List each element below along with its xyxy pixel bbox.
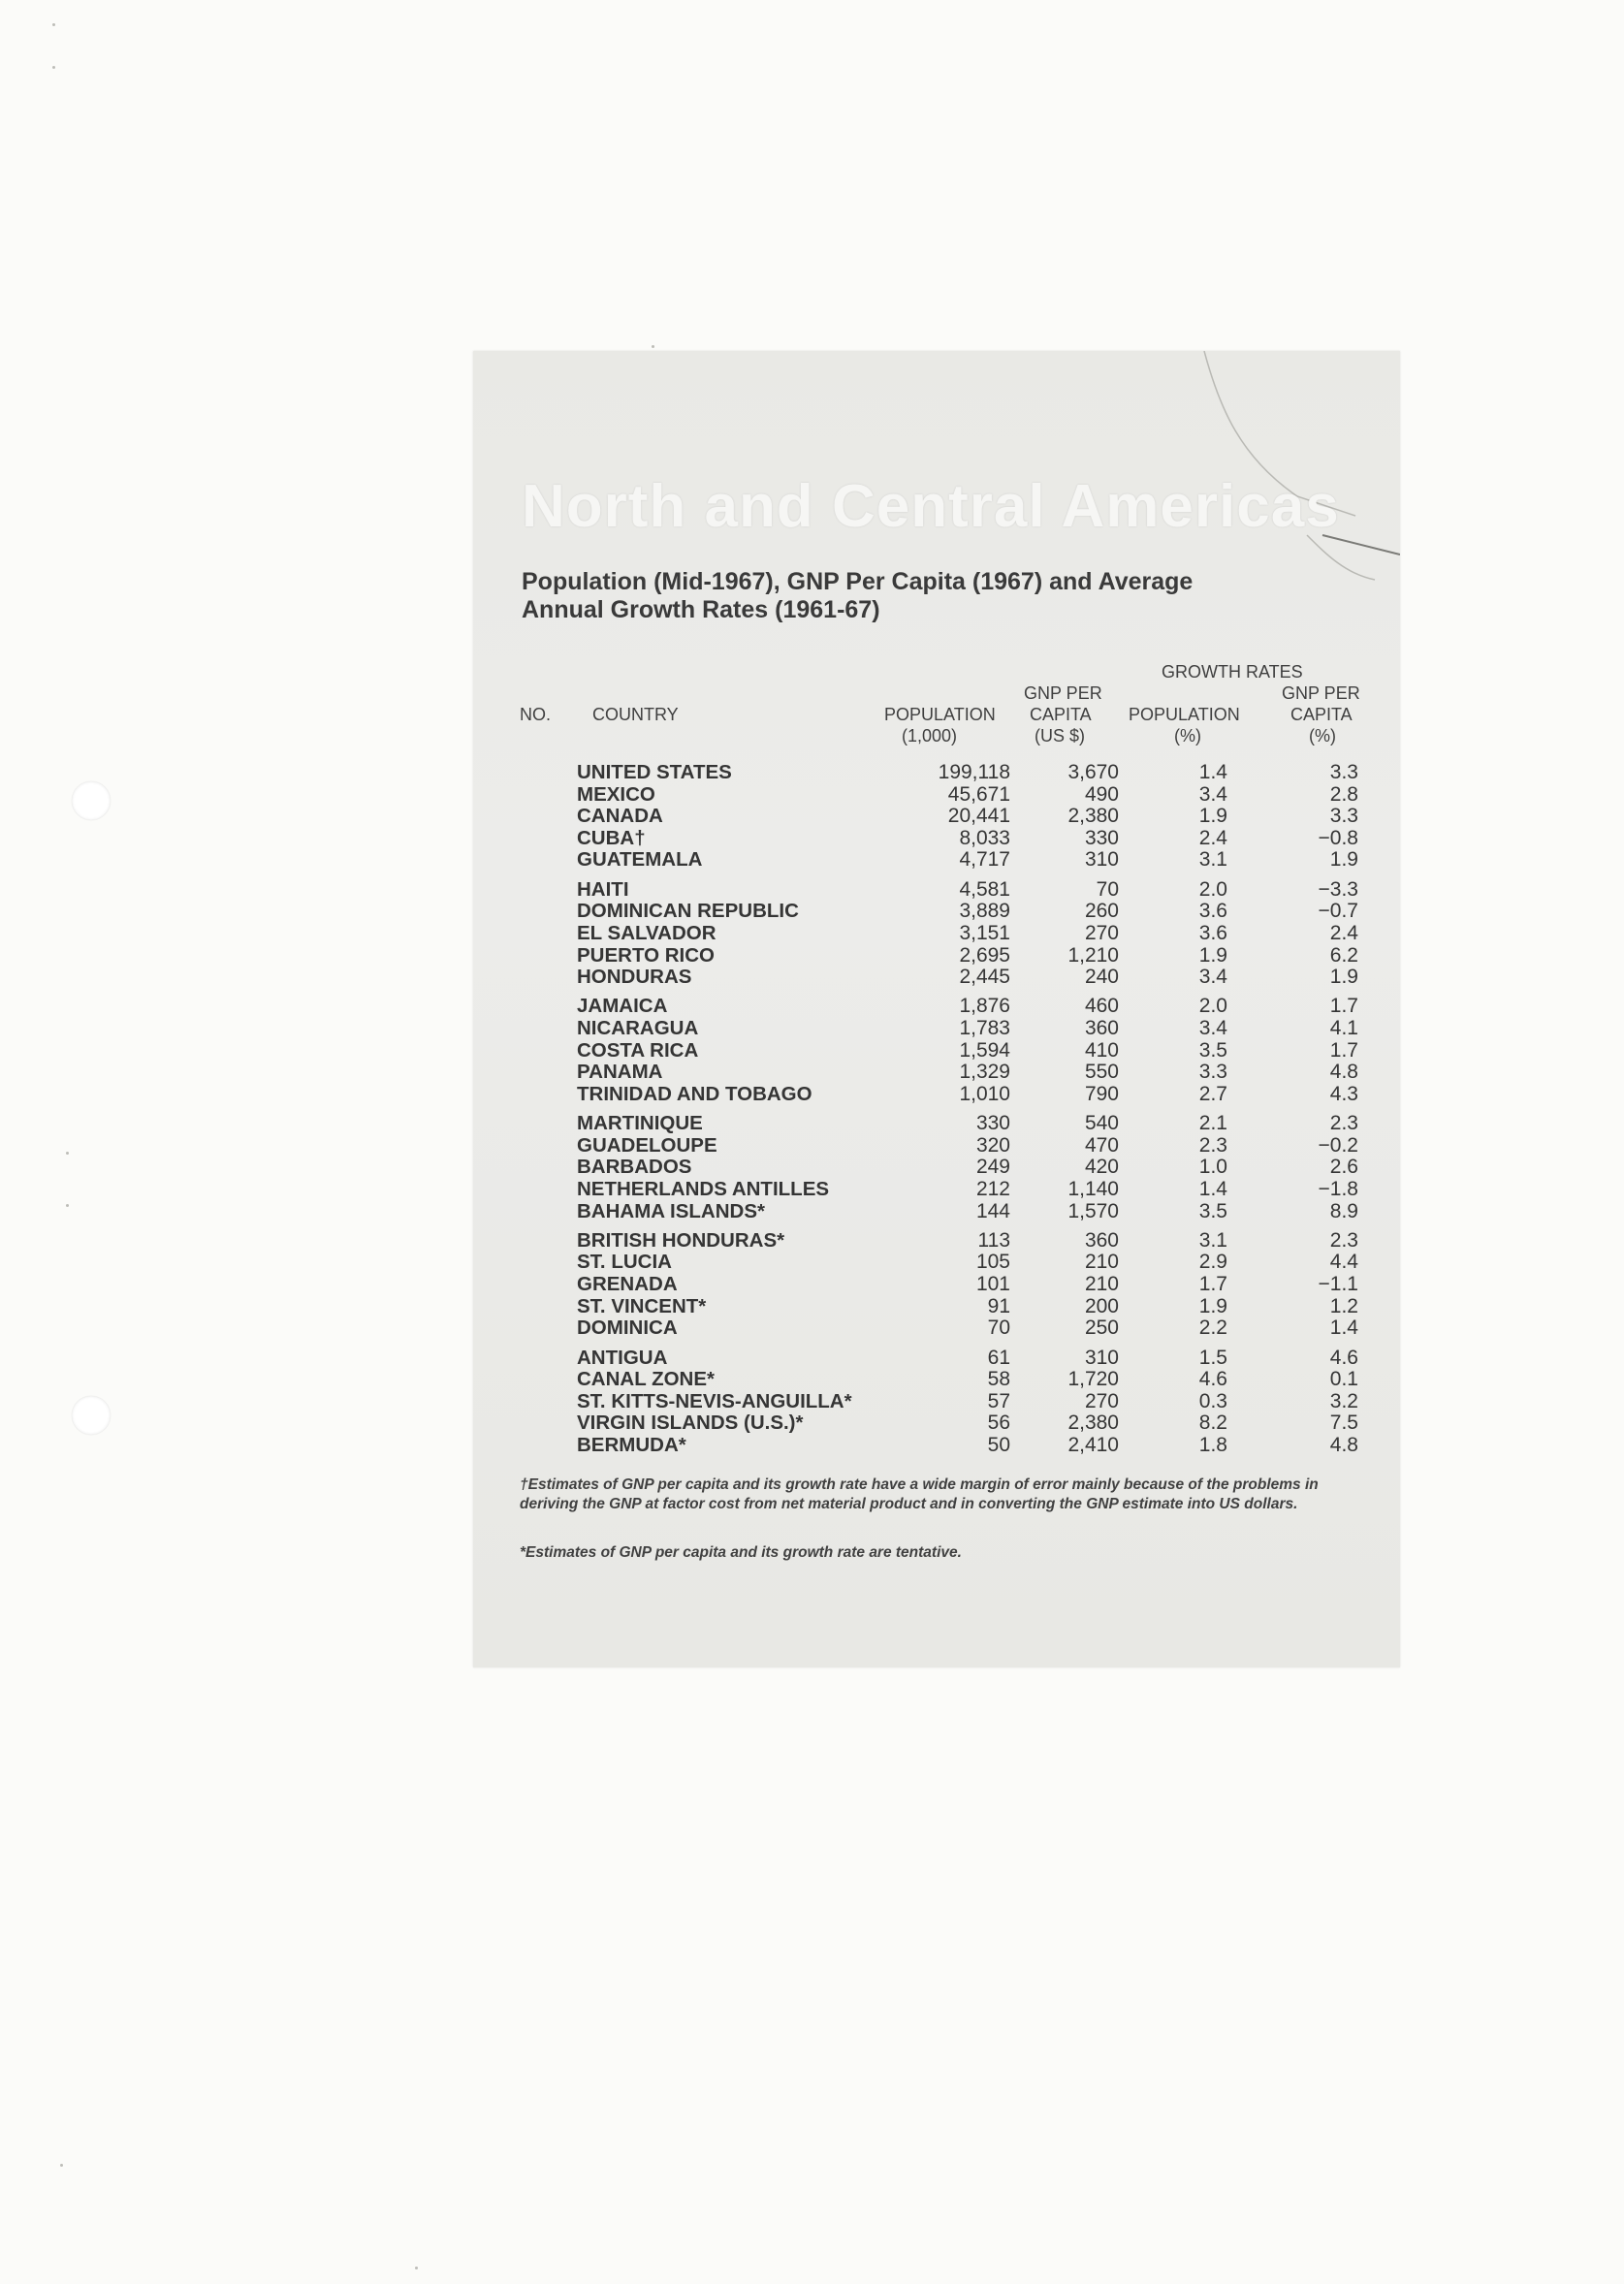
header-growth-gnp-capita: CAPITA	[1290, 705, 1353, 724]
gnp-per-capita-cell: 270	[1084, 1389, 1119, 1412]
growth-population-cell: 3.4	[1198, 1017, 1227, 1039]
country-cell: BERMUDA*	[577, 1433, 686, 1456]
population-cell: 3,151	[959, 921, 1010, 944]
growth-population-cell: 1.8	[1198, 1433, 1227, 1456]
gnp-per-capita-cell: 260	[1084, 900, 1119, 923]
speck	[415, 2267, 418, 2269]
table-row	[473, 1252, 1400, 1273]
growth-gnp-cell: −0.2	[1318, 1133, 1358, 1157]
growth-gnp-cell: −0.7	[1318, 900, 1358, 923]
country-cell: ST. VINCENT*	[577, 1294, 707, 1317]
gnp-per-capita-cell: 410	[1084, 1038, 1119, 1062]
table-row	[473, 1040, 1400, 1062]
country-cell: DOMINICA	[577, 1316, 678, 1340]
population-cell: 58	[987, 1368, 1010, 1391]
population-cell: 320	[975, 1133, 1010, 1157]
country-cell: UNITED STATES	[577, 761, 732, 783]
growth-gnp-cell: 1.4	[1329, 1316, 1358, 1340]
country-cell: GUATEMALA	[577, 848, 703, 872]
growth-gnp-cell: 3.2	[1329, 1389, 1358, 1412]
table-row	[473, 762, 1400, 783]
header-growth-rates: GROWTH RATES	[1162, 662, 1303, 682]
gnp-per-capita-cell: 360	[1084, 1228, 1119, 1252]
gnp-per-capita-cell: 310	[1084, 1346, 1119, 1369]
population-cell: 91	[987, 1294, 1010, 1317]
country-cell: BRITISH HONDURAS*	[577, 1228, 785, 1252]
header-population: POPULATION	[884, 705, 996, 724]
gnp-per-capita-cell: 1,570	[1067, 1199, 1119, 1222]
table-row	[473, 1201, 1400, 1222]
growth-gnp-cell: 4.1	[1329, 1017, 1358, 1039]
gnp-per-capita-cell: 70	[1096, 877, 1119, 901]
growth-population-cell: 3.5	[1198, 1199, 1227, 1222]
header-population-unit: (1,000)	[902, 726, 958, 745]
table-row	[473, 901, 1400, 922]
gnp-per-capita-cell: 210	[1084, 1273, 1119, 1295]
country-cell: BARBADOS	[577, 1156, 692, 1179]
country-cell: ANTIGUA	[577, 1346, 668, 1369]
growth-population-cell: 1.0	[1198, 1156, 1227, 1179]
population-cell: 50	[987, 1433, 1010, 1456]
punch-hole-bottom	[72, 1396, 111, 1435]
population-cell: 57	[987, 1389, 1010, 1412]
growth-population-cell: 4.6	[1198, 1368, 1227, 1391]
growth-gnp-cell: 4.6	[1329, 1346, 1358, 1369]
header-gnp-per: GNP PER	[1024, 683, 1102, 703]
growth-gnp-cell: −1.1	[1318, 1273, 1358, 1295]
population-cell: 56	[987, 1412, 1010, 1435]
population-cell: 1,010	[959, 1082, 1010, 1105]
table-row	[473, 1135, 1400, 1157]
header-gnp-capita: CAPITA	[1030, 705, 1092, 724]
country-cell: HONDURAS	[577, 966, 692, 989]
growth-gnp-cell: 4.8	[1329, 1061, 1358, 1084]
growth-population-cell: 3.3	[1198, 1061, 1227, 1084]
growth-population-cell: 2.1	[1198, 1112, 1227, 1135]
punch-hole-top	[72, 781, 111, 820]
table-row	[473, 849, 1400, 871]
growth-population-cell: 3.1	[1198, 848, 1227, 872]
population-cell: 1,876	[959, 995, 1010, 1018]
table-row	[473, 1157, 1400, 1178]
growth-population-cell: 8.2	[1198, 1412, 1227, 1435]
gnp-per-capita-cell: 200	[1084, 1294, 1119, 1317]
growth-gnp-cell: 6.2	[1329, 943, 1358, 967]
header-gnp-unit: (US $)	[1035, 726, 1086, 745]
growth-population-cell: 2.3	[1198, 1133, 1227, 1157]
country-cell: HAITI	[577, 877, 629, 901]
population-cell: 144	[975, 1199, 1010, 1222]
population-cell: 61	[987, 1346, 1010, 1369]
speck	[66, 1152, 69, 1155]
growth-population-cell: 3.5	[1198, 1038, 1227, 1062]
population-cell: 113	[977, 1228, 1010, 1252]
growth-population-cell: 2.2	[1198, 1316, 1227, 1340]
growth-population-cell: 1.7	[1198, 1273, 1227, 1295]
table-title: Population (Mid-1967), GNP Per Capita (1967) and Average Annual Growth Rates (1961-67)	[522, 568, 1194, 623]
gnp-per-capita-cell: 2,380	[1067, 805, 1119, 828]
growth-population-cell: 3.6	[1198, 921, 1227, 944]
speck	[60, 2164, 63, 2167]
header-growth-population-unit: (%)	[1174, 726, 1201, 745]
country-cell: CUBA†	[577, 826, 646, 849]
population-cell: 249	[975, 1156, 1010, 1179]
table-row	[473, 828, 1400, 849]
growth-gnp-cell: 2.4	[1329, 921, 1358, 944]
gnp-per-capita-cell: 270	[1084, 921, 1119, 944]
population-cell: 2,445	[959, 966, 1010, 989]
table-row	[473, 996, 1400, 1017]
header-no: NO.	[520, 705, 552, 724]
header-country: COUNTRY	[592, 705, 679, 724]
country-cell: BAHAMA ISLANDS*	[577, 1199, 765, 1222]
growth-gnp-cell: 3.3	[1329, 805, 1358, 828]
table-row	[473, 945, 1400, 967]
growth-population-cell: 2.0	[1198, 995, 1227, 1018]
gnp-per-capita-cell: 1,210	[1067, 943, 1119, 967]
table-row	[473, 1391, 1400, 1412]
table-row	[473, 1348, 1400, 1369]
gnp-per-capita-cell: 1,720	[1067, 1368, 1119, 1391]
population-cell: 45,671	[947, 782, 1010, 806]
country-cell: COSTA RICA	[577, 1038, 699, 1062]
table-row	[473, 1435, 1400, 1456]
country-cell: MEXICO	[577, 782, 655, 806]
country-cell: NETHERLANDS ANTILLES	[577, 1177, 830, 1200]
table-row	[473, 1018, 1400, 1039]
gnp-per-capita-cell: 470	[1084, 1133, 1119, 1157]
table-row	[473, 1296, 1400, 1317]
gnp-per-capita-cell: 420	[1084, 1156, 1119, 1179]
growth-gnp-cell: 4.4	[1329, 1251, 1358, 1274]
growth-population-cell: 1.4	[1198, 1177, 1227, 1200]
population-cell: 2,695	[959, 943, 1010, 967]
gnp-per-capita-cell: 3,670	[1067, 761, 1119, 783]
gnp-per-capita-cell: 310	[1084, 848, 1119, 872]
country-cell: ST. LUCIA	[577, 1251, 672, 1274]
country-cell: EL SALVADOR	[577, 921, 716, 944]
population-cell: 20,441	[947, 805, 1010, 828]
growth-gnp-cell: 4.3	[1329, 1082, 1358, 1105]
population-cell: 1,329	[959, 1061, 1010, 1084]
growth-population-cell: 2.0	[1198, 877, 1227, 901]
growth-gnp-cell: 1.9	[1329, 848, 1358, 872]
growth-gnp-cell: 1.2	[1329, 1294, 1358, 1317]
gnp-per-capita-cell: 2,410	[1067, 1433, 1119, 1456]
population-cell: 4,581	[959, 877, 1010, 901]
growth-population-cell: 1.9	[1198, 805, 1227, 828]
header-growth-gnp-per: GNP PER	[1282, 683, 1360, 703]
country-cell: NICARAGUA	[577, 1017, 699, 1039]
clipping	[473, 351, 1400, 1667]
growth-population-cell: 1.9	[1198, 943, 1227, 967]
growth-gnp-cell: 1.7	[1329, 1038, 1358, 1062]
speck	[52, 23, 55, 26]
growth-population-cell: 3.6	[1198, 900, 1227, 923]
paper-crease	[473, 351, 1400, 584]
country-cell: CANADA	[577, 805, 663, 828]
growth-population-cell: 2.4	[1198, 826, 1227, 849]
growth-gnp-cell: 2.6	[1329, 1156, 1358, 1179]
growth-gnp-cell: 2.8	[1329, 782, 1358, 806]
population-cell: 199,118	[938, 761, 1010, 783]
table-row	[473, 967, 1400, 988]
growth-population-cell: 1.9	[1198, 1294, 1227, 1317]
gnp-per-capita-cell: 540	[1084, 1112, 1119, 1135]
growth-gnp-cell: 1.9	[1329, 966, 1358, 989]
gnp-per-capita-cell: 210	[1084, 1251, 1119, 1274]
population-cell: 330	[975, 1112, 1010, 1135]
growth-gnp-cell: 2.3	[1329, 1228, 1358, 1252]
growth-gnp-cell: −0.8	[1318, 826, 1358, 849]
growth-population-cell: 1.4	[1198, 761, 1227, 783]
table-row	[473, 1412, 1400, 1434]
country-cell: PUERTO RICO	[577, 943, 715, 967]
country-cell: VIRGIN ISLANDS (U.S.)*	[577, 1412, 804, 1435]
gnp-per-capita-cell: 460	[1084, 995, 1119, 1018]
population-cell: 1,594	[959, 1038, 1010, 1062]
growth-population-cell: 3.4	[1198, 782, 1227, 806]
speck	[66, 1204, 69, 1207]
table-row	[473, 879, 1400, 901]
population-cell: 212	[975, 1177, 1010, 1200]
gnp-per-capita-cell: 790	[1084, 1082, 1119, 1105]
table-row	[473, 1062, 1400, 1083]
gnp-per-capita-cell: 1,140	[1067, 1177, 1119, 1200]
gnp-per-capita-cell: 250	[1084, 1316, 1119, 1340]
population-cell: 8,033	[959, 826, 1010, 849]
growth-population-cell: 3.4	[1198, 966, 1227, 989]
speck	[52, 66, 55, 69]
table-row	[473, 1113, 1400, 1134]
growth-gnp-cell: 8.9	[1329, 1199, 1358, 1222]
growth-population-cell: 0.3	[1198, 1389, 1227, 1412]
country-cell: CANAL ZONE*	[577, 1368, 715, 1391]
country-cell: MARTINIQUE	[577, 1112, 703, 1135]
footnote-dagger: †Estimates of GNP per capita and its growth rate have a wide margin of error mainly because of the problems in deriving the GNP at factor cost from net material product and in converting the GNP estimate into US dollars.	[520, 1476, 1319, 1512]
growth-gnp-cell: −3.3	[1318, 877, 1358, 901]
table-row	[473, 923, 1400, 944]
country-cell: GUADELOUPE	[577, 1133, 717, 1157]
table-row	[473, 784, 1400, 806]
table-row	[473, 1274, 1400, 1295]
growth-gnp-cell: 4.8	[1329, 1433, 1358, 1456]
gnp-per-capita-cell: 240	[1084, 966, 1119, 989]
country-cell: ST. KITTS-NEVIS-ANGUILLA*	[577, 1389, 852, 1412]
growth-population-cell: 1.5	[1198, 1346, 1227, 1369]
header-growth-population: POPULATION	[1129, 705, 1240, 724]
table-row	[473, 1084, 1400, 1105]
table-row	[473, 806, 1400, 827]
header-growth-gnp-unit: (%)	[1309, 726, 1336, 745]
population-cell: 105	[975, 1251, 1010, 1274]
region-heading: North and Central Americas	[522, 473, 1340, 540]
country-cell: JAMAICA	[577, 995, 668, 1018]
population-cell: 1,783	[959, 1017, 1010, 1039]
country-cell: GRENADA	[577, 1273, 678, 1295]
growth-gnp-cell: −1.8	[1318, 1177, 1358, 1200]
growth-population-cell: 2.9	[1198, 1251, 1227, 1274]
table-row	[473, 1179, 1400, 1200]
population-cell: 4,717	[959, 848, 1010, 872]
growth-gnp-cell: 1.7	[1329, 995, 1358, 1018]
growth-population-cell: 3.1	[1198, 1228, 1227, 1252]
table-row	[473, 1317, 1400, 1339]
country-cell: DOMINICAN REPUBLIC	[577, 900, 799, 923]
growth-population-cell: 2.7	[1198, 1082, 1227, 1105]
growth-gnp-cell: 3.3	[1329, 761, 1358, 783]
country-cell: PANAMA	[577, 1061, 663, 1084]
gnp-per-capita-cell: 2,380	[1067, 1412, 1119, 1435]
footnote-asterisk: *Estimates of GNP per capita and its growth rate are tentative.	[520, 1544, 962, 1561]
country-cell: TRINIDAD AND TOBAGO	[577, 1082, 812, 1105]
speck	[652, 345, 654, 348]
gnp-per-capita-cell: 550	[1084, 1061, 1119, 1084]
gnp-per-capita-cell: 330	[1084, 826, 1119, 849]
growth-gnp-cell: 2.3	[1329, 1112, 1358, 1135]
table-row	[473, 1369, 1400, 1390]
population-cell: 101	[975, 1273, 1010, 1295]
gnp-per-capita-cell: 490	[1084, 782, 1119, 806]
table-row	[473, 1230, 1400, 1252]
population-cell: 70	[987, 1316, 1010, 1340]
population-cell: 3,889	[959, 900, 1010, 923]
gnp-per-capita-cell: 360	[1084, 1017, 1119, 1039]
growth-gnp-cell: 7.5	[1329, 1412, 1358, 1435]
growth-gnp-cell: 0.1	[1329, 1368, 1358, 1391]
